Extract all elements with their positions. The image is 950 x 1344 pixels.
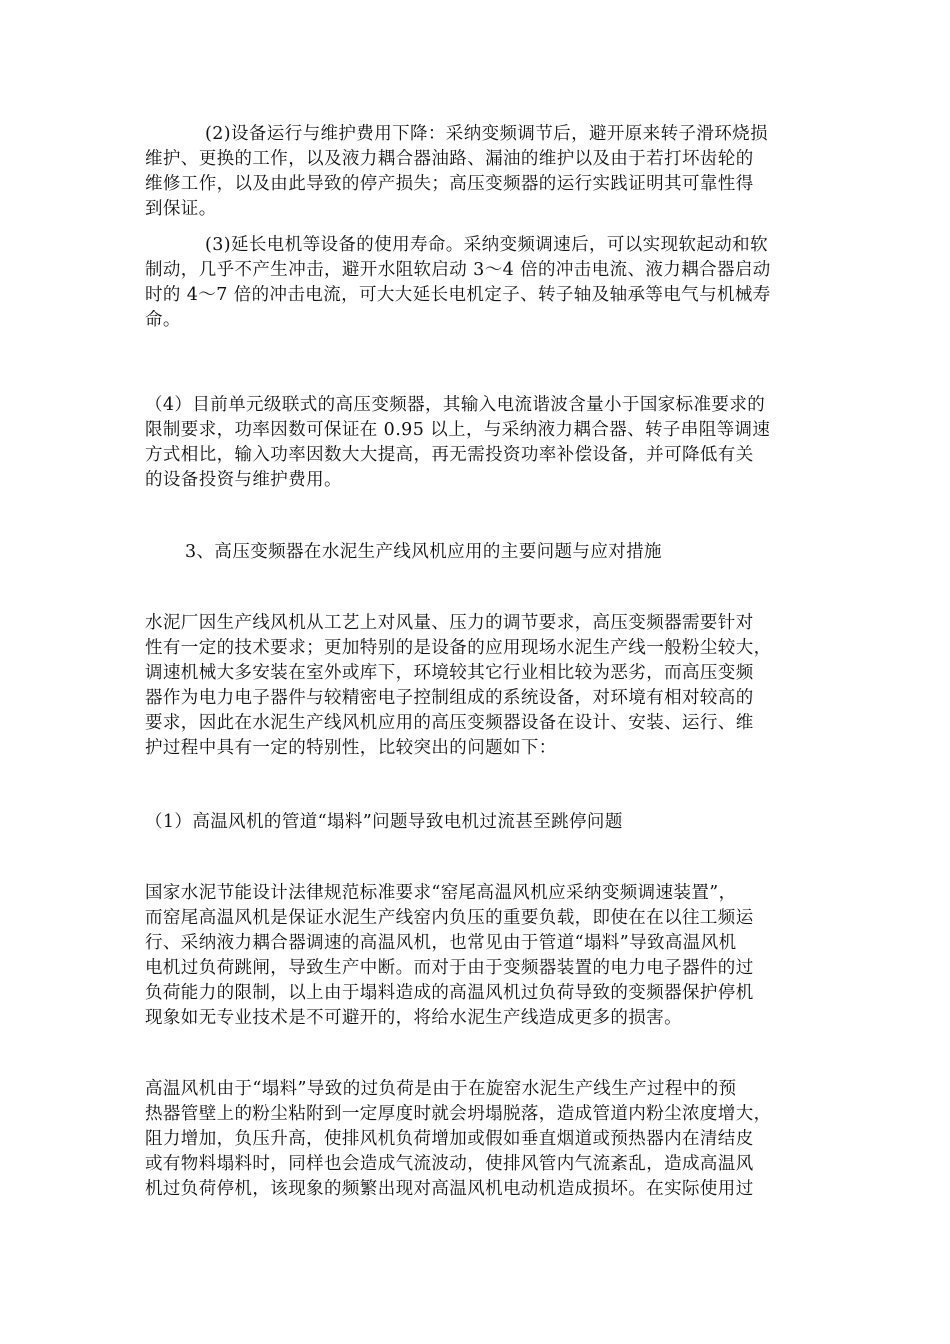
text-line: 国家水泥节能设计法律规范标准要求“窑尾高温风机应采纳变频调速装置”， bbox=[145, 883, 737, 903]
paragraph-overload-cause bbox=[145, 1077, 810, 1202]
text-line: 行、采纳液力耦合器调速的高温风机，也常见由于管道“塌料”导致高温风机 bbox=[145, 933, 737, 953]
text-line: 负荷能力的限制，以上由于塌料造成的高温风机过负荷导致的变频器保护停机 bbox=[145, 983, 754, 1003]
text-line: 或有物料塌料时，同样也会造成气流波动，使排风管内气流紊乱，造成高温风 bbox=[145, 1154, 754, 1174]
text-line: (3)延长电机等设备的使用寿命。采纳变频调速后，可以实现软起动和软 bbox=[205, 235, 768, 255]
text-line: 的设备投资与维护费用。 bbox=[145, 470, 342, 490]
text-line: 现象如无专业技术是不可避开的，将给水泥生产线造成更多的损害。 bbox=[145, 1008, 682, 1028]
text-line: 要求，因此在水泥生产线风机应用的高压变频器设备在设计、安装、运行、维 bbox=[145, 713, 754, 733]
subheading-text: （1）高温风机的管道“塌料”问题导致电机过流甚至跳停问题 bbox=[145, 812, 623, 832]
paragraph-intro bbox=[145, 611, 810, 761]
text-line: 高温风机由于“塌料”导致的过负荷是由于在旋窑水泥生产线生产过程中的预 bbox=[145, 1079, 737, 1099]
text-line: 机过负荷停机，该现象的频繁出现对高温风机电动机造成损坏。在实际使用过 bbox=[145, 1179, 754, 1199]
text-line: 到保证。 bbox=[145, 199, 217, 219]
text-line: 器作为电力电子器件与较精密电子控制组成的系统设备，对环境有相对较高的 bbox=[145, 688, 754, 708]
paragraph-equipment-life bbox=[145, 233, 810, 333]
text-line: 调速机械大多安装在室外或库下，环境较其它行业相比较为恶劣，而高压变频 bbox=[145, 663, 754, 683]
section-heading bbox=[145, 540, 810, 565]
text-line: 阻力增加，负压升高，使排风机负荷增加或假如垂直烟道或预热器内在清结皮 bbox=[145, 1129, 754, 1149]
text-line: （4）目前单元级联式的高压变频器，其输入电流谐波含量小于国家标准要求的 bbox=[145, 395, 766, 415]
section-heading-text: 3、高压变频器在水泥生产线风机应用的主要问题与应对措施 bbox=[185, 542, 662, 562]
text-line: 制动，几乎不产生冲击，避开水阻软启动 3～4 倍的冲击电流、液力耦合器启动 bbox=[145, 260, 771, 280]
paragraph-equipment-cost bbox=[145, 122, 810, 222]
text-line: 方式相比，输入功率因数大大提高，再无需投资功率补偿设备，并可降低有关 bbox=[145, 445, 754, 465]
text-line: 性有一定的技术要求；更加特别的是设备的应用现场水泥生产线一般粉尘较大， bbox=[145, 638, 772, 658]
text-line: 热器管壁上的粉尘粘附到一定厚度时就会坍塌脱落，造成管道内粉尘浓度增大， bbox=[145, 1104, 772, 1124]
text-line: 限制要求，功率因数可保证在 0.95 以上，与采纳液力耦合器、转子串阻等调速 bbox=[145, 420, 771, 440]
text-line: 维护、更换的工作，以及液力耦合器油路、漏油的维护以及由于若打坏齿轮的 bbox=[145, 149, 754, 169]
paragraph-power-factor bbox=[145, 393, 810, 493]
subheading-high-temp-fan bbox=[145, 810, 810, 835]
text-line: 命。 bbox=[145, 310, 181, 330]
text-line: 而窑尾高温风机是保证水泥生产线窑内负压的重要负载，即使在在以往工频运 bbox=[145, 908, 754, 928]
text-line: 维修工作，以及由此导致的停产损失；高压变频器的运行实践证明其可靠性得 bbox=[145, 174, 754, 194]
paragraph-standard-requirement bbox=[145, 881, 810, 1031]
text-line: 电机过负荷跳闸，导致生产中断。而对于由于变频器装置的电力电子器件的过 bbox=[145, 958, 754, 978]
text-line: 水泥厂因生产线风机从工艺上对风量、压力的调节要求，高压变频器需要针对 bbox=[145, 613, 754, 633]
text-line: 时的 4～7 倍的冲击电流，可大大延长电机定子、转子轴及轴承等电气与机械寿 bbox=[145, 285, 771, 305]
text-line: (2)设备运行与维护费用下降：采纳变频调节后，避开原来转子滑环烧损 bbox=[205, 124, 768, 144]
text-line: 护过程中具有一定的特别性，比较突出的问题如下： bbox=[145, 738, 557, 758]
